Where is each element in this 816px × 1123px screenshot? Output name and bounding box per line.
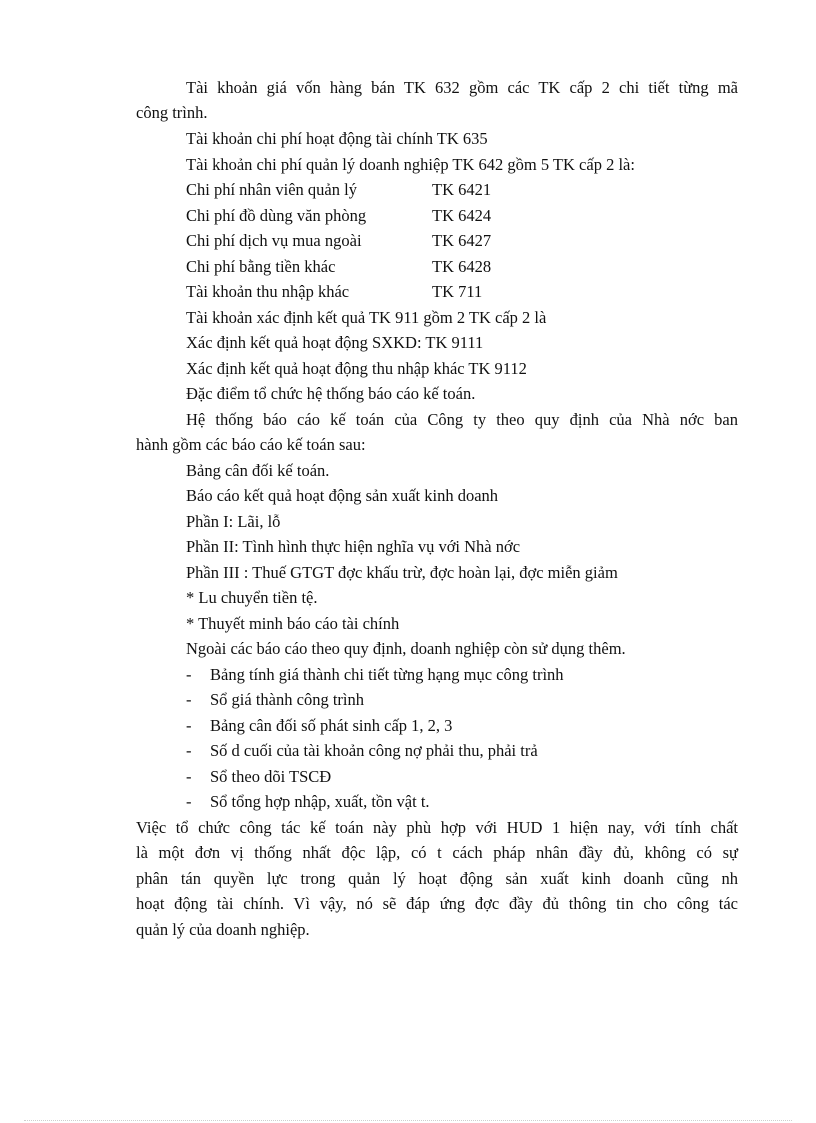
- paragraph-line: hoạt động tài chính. Vì vậy, nó sẽ đáp ứng đợc đầy đủ thông tin cho công tác: [136, 894, 738, 913]
- paragraph-line: Tài khoản giá vốn hàng bán TK 632 gồm các TK cấp 2 chi tiết từng mã: [186, 78, 738, 97]
- paragraph-line: Xác định kết quả hoạt động SXKD: TK 9111: [186, 333, 484, 352]
- paragraph-line: * Lu chuyển tiền tệ.: [186, 588, 318, 607]
- paragraph-line: Việc tổ chức công tác kế toán này phù hợp với HUD 1 hiện nay, với tính chất: [136, 818, 738, 837]
- bullet-dash: -: [186, 665, 192, 684]
- paragraph-line: Tài khoản chi phí quản lý doanh nghiệp TK 642 gồm 5 TK cấp 2 là:: [186, 155, 635, 174]
- list-item-text: Bảng cân đối số phát sinh cấp 1, 2, 3: [210, 716, 453, 735]
- account-row: [186, 257, 516, 277]
- account-code: TK 6427: [432, 231, 492, 250]
- account-label: Chi phí nhân viên quản lý: [186, 180, 357, 199]
- account-label: Tài khoản thu nhập khác: [186, 282, 350, 301]
- account-code: TK 6424: [432, 206, 492, 225]
- paragraph-line: Xác định kết quả hoạt động thu nhập khác TK 9112: [186, 359, 527, 378]
- page-bottom-divider: [24, 1120, 792, 1121]
- list-item-text: Sổ theo dõi TSCĐ: [210, 767, 332, 786]
- section-heading: Đặc điểm tổ chức hệ thống báo cáo kế toán.: [186, 384, 476, 403]
- paragraph-line: hành gồm các báo cáo kế toán sau:: [136, 435, 366, 454]
- paragraph-line: Hệ thống báo cáo kế toán của Công ty theo quy định của Nhà nớc ban: [186, 410, 738, 429]
- account-label: Chi phí bằng tiền khác: [186, 257, 336, 276]
- paragraph-line: * Thuyết minh báo cáo tài chính: [186, 614, 400, 633]
- account-row: [186, 180, 516, 200]
- paragraph-line: Báo cáo kết quả hoạt động sản xuất kinh doanh: [186, 486, 499, 505]
- account-code: TK 6421: [432, 180, 492, 199]
- paragraph-line: Ngoài các báo cáo theo quy định, doanh nghiệp còn sử dụng thêm.: [186, 639, 626, 658]
- paragraph-line: Phần III : Thuế GTGT đợc khấu trừ, đợc hoàn lại, đợc miễn giảm: [186, 563, 618, 582]
- paragraph-line: Tài khoản xác định kết quả TK 911 gồm 2 TK cấp 2 là: [186, 308, 547, 327]
- account-label: Chi phí đồ dùng văn phòng: [186, 206, 367, 225]
- list-item-text: Sổ tổng hợp nhập, xuất, tồn vật t.: [210, 792, 430, 811]
- paragraph-line: Bảng cân đối kế toán.: [186, 461, 330, 480]
- account-row: [186, 206, 516, 226]
- paragraph-line: Tài khoản chi phí hoạt động tài chính TK 635: [186, 129, 488, 148]
- paragraph-line: Phần II: Tình hình thực hiện nghĩa vụ với Nhà nớc: [186, 537, 521, 556]
- bullet-dash: -: [186, 792, 192, 811]
- list-item-text: Bảng tính giá thành chi tiết từng hạng mục công trình: [210, 665, 564, 684]
- list-item-text: Sổ giá thành công trình: [210, 690, 364, 709]
- paragraph-line: phân tán quyền lực trong quản lý hoạt động sản xuất kinh doanh cũng nh: [136, 869, 738, 888]
- paragraph-line: là một đơn vị thống nhất độc lập, có t cách pháp nhân đầy đủ, không có sự: [136, 843, 738, 862]
- account-code: TK 711: [432, 282, 483, 301]
- paragraph-line: quản lý của doanh nghiệp.: [136, 920, 310, 939]
- bullet-dash: -: [186, 690, 192, 709]
- bullet-dash: -: [186, 741, 192, 760]
- paragraph-line: Phần I: Lãi, lỗ: [186, 512, 281, 531]
- account-row: [186, 231, 516, 251]
- account-label: Chi phí dịch vụ mua ngoài: [186, 231, 362, 250]
- account-row: [186, 282, 516, 302]
- bullet-dash: -: [186, 767, 192, 786]
- list-item-text: Số d cuối của tài khoản công nợ phải thu, phải trả: [210, 741, 538, 760]
- account-code: TK 6428: [432, 257, 492, 276]
- paragraph-line: công trình.: [136, 103, 208, 122]
- bullet-dash: -: [186, 716, 192, 735]
